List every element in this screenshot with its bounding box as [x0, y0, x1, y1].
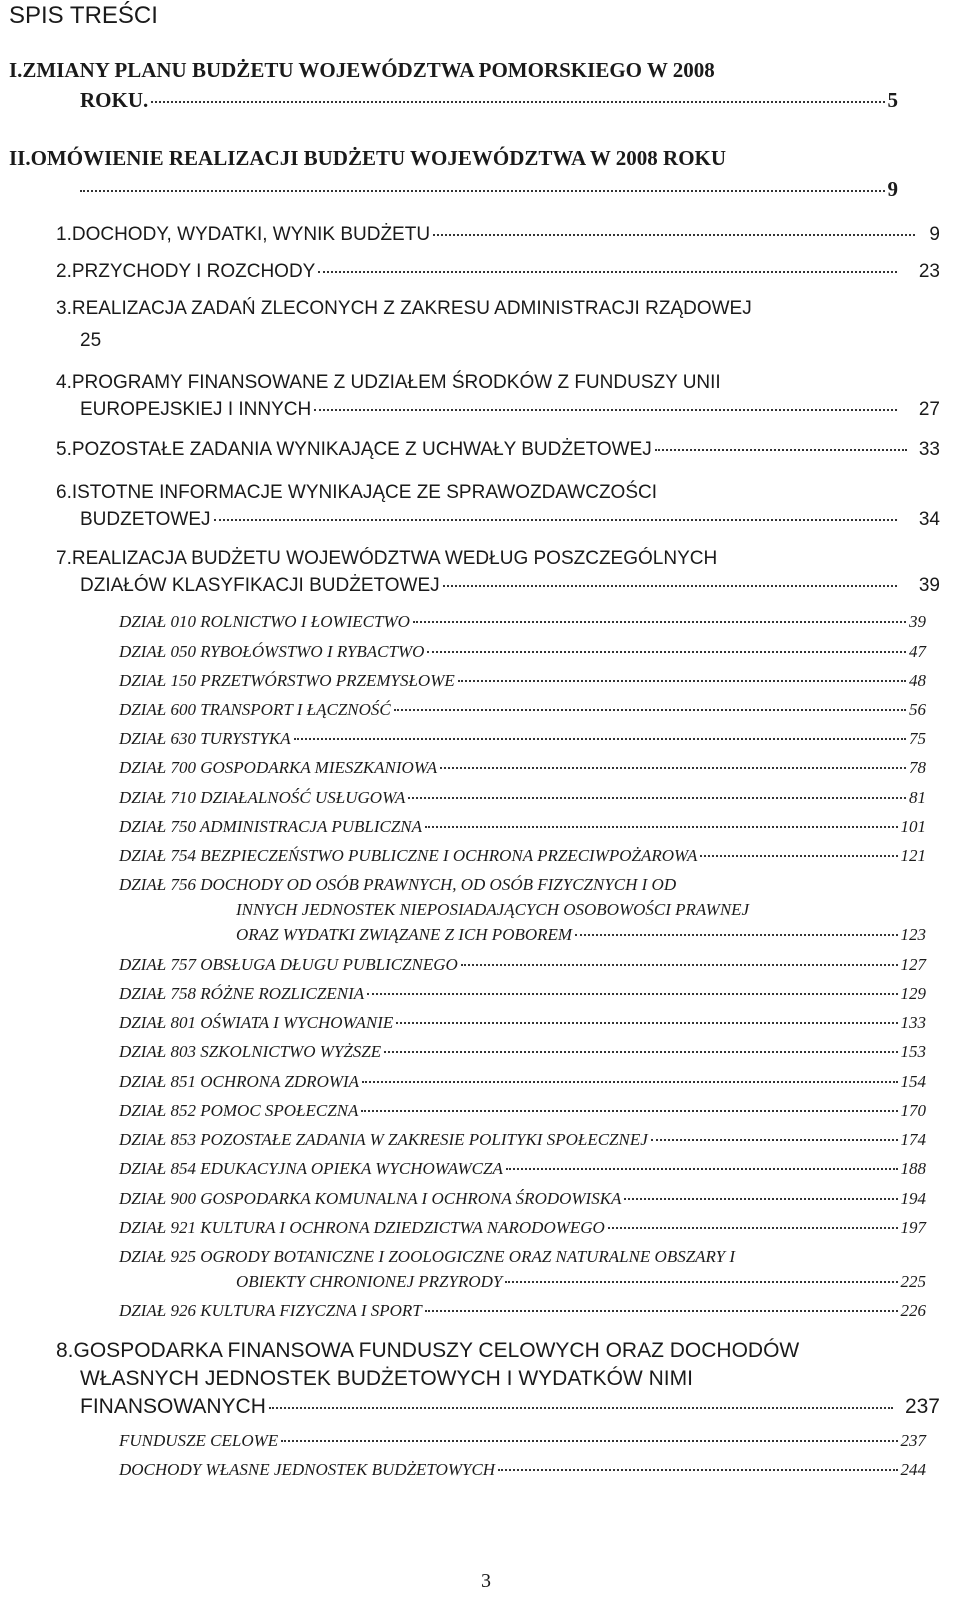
- toc-part1-line2[interactable]: [80, 88, 898, 113]
- toc-dzial-label: DZIAŁ 851 OCHRONA ZDROWIA: [119, 1072, 360, 1091]
- toc-dzial-900[interactable]: [119, 1189, 926, 1209]
- dot-leader: [427, 651, 906, 653]
- toc-dzial-page: 123: [900, 925, 926, 944]
- toc-dzial-page: 81: [909, 788, 926, 807]
- toc-dzial-page: 188: [900, 1159, 926, 1178]
- toc-section-7-label: DZIAŁÓW KLASYFIKACJI BUDŻETOWEJ: [80, 575, 440, 596]
- toc-dzial-label: DZIAŁ 750 ADMINISTRACJA PUBLICZNA: [119, 817, 423, 836]
- toc-dzial-page: 127: [900, 955, 926, 974]
- toc-dzial-010[interactable]: [119, 612, 926, 632]
- toc-dzial-label: DZIAŁ 853 POZOSTAŁE ZADANIA W ZAKRESIE POLITYKI SPOŁECZNEJ: [119, 1130, 648, 1149]
- toc-part1-line1: I.ZMIANY PLANU BUDŻETU WOJEWÓDZTWA POMORSKIEGO W 2008: [9, 58, 715, 82]
- toc-dzial-925[interactable]: [236, 1272, 926, 1292]
- toc-section-4-page: 27: [918, 399, 940, 420]
- dot-leader: [440, 767, 906, 769]
- toc-dzial-921[interactable]: [119, 1218, 926, 1238]
- toc-section-1-label: 1.DOCHODY, WYDATKI, WYNIK BUDŻETU: [56, 224, 431, 245]
- toc-section-4[interactable]: [80, 399, 940, 421]
- toc-dzial-page: 39: [909, 612, 926, 631]
- toc-dzial-label: DZIAŁ 852 POMOC SPOŁECZNA: [119, 1101, 359, 1120]
- dot-leader: [318, 271, 897, 273]
- dot-leader: [367, 993, 897, 995]
- toc-dzial-926[interactable]: [119, 1301, 926, 1321]
- dot-leader: [506, 1168, 898, 1170]
- toc-dzial-page: 226: [900, 1301, 926, 1320]
- dot-leader: [425, 1310, 898, 1312]
- toc-dzial-853[interactable]: [119, 1130, 926, 1150]
- toc-dzial-page: 194: [900, 1189, 926, 1208]
- toc-dzial-page: 56: [909, 700, 926, 719]
- toc-dzial-page: 47: [909, 642, 926, 661]
- toc-dzial-851[interactable]: [119, 1072, 926, 1092]
- toc-section-2[interactable]: [56, 261, 940, 283]
- toc-dzial-page: 174: [900, 1130, 926, 1149]
- dot-leader: [425, 826, 897, 828]
- toc-dzial-925-line1[interactable]: DZIAŁ 925 OGRODY BOTANICZNE I ZOOLOGICZNE ORAZ NATURALNE OBSZARY I: [119, 1247, 736, 1266]
- toc-dzial-801[interactable]: [119, 1013, 926, 1033]
- dot-leader: [151, 101, 884, 103]
- toc-dzial-label: DZIAŁ 926 KULTURA FIZYCZNA I SPORT: [119, 1301, 422, 1320]
- toc-dzial-label: ORAZ WYDATKI ZWIĄZANE Z ICH POBOREM: [236, 925, 573, 944]
- toc-dzial-label: DZIAŁ 900 GOSPODARKA KOMUNALNA I OCHRONA ŚRODOWISKA: [119, 1189, 622, 1208]
- toc-dzial-label: DZIAŁ 700 GOSPODARKA MIESZKANIOWA: [119, 758, 438, 777]
- toc-dzial-page: 101: [900, 817, 926, 836]
- toc-section-1-page: 9: [929, 224, 940, 245]
- toc-dzial-757[interactable]: [119, 955, 926, 975]
- toc-section-6[interactable]: [80, 509, 940, 531]
- toc-dzial-710[interactable]: [119, 788, 926, 808]
- toc-section-3-label[interactable]: 3.REALIZACJA ZADAŃ ZLECONYCH Z ZAKRESU ADMINISTRACJI RZĄDOWEJ: [56, 298, 752, 319]
- toc-dzial-page: 170: [900, 1101, 926, 1120]
- toc-dzial-700[interactable]: [119, 758, 926, 778]
- toc-section-6-line1[interactable]: 6.ISTOTNE INFORMACJE WYNIKAJĄCE ZE SPRAWOZDAWCZOŚCI: [56, 482, 658, 503]
- toc-dzial-label: DZIAŁ 756 DOCHODY OD OSÓB PRAWNYCH, OD OSÓB FIZYCZNYCH I OD: [119, 875, 677, 894]
- toc-section-6-page: 34: [918, 509, 940, 530]
- dot-leader: [281, 1440, 897, 1442]
- toc-section-2-page: 23: [918, 261, 940, 282]
- toc-dzial-page: 129: [900, 984, 926, 1003]
- toc-dzial-050[interactable]: [119, 642, 926, 662]
- toc-section-8[interactable]: [80, 1395, 940, 1419]
- toc-dzial-756[interactable]: [236, 925, 926, 945]
- toc-dzial-label: DZIAŁ 600 TRANSPORT I ŁĄCZNOŚĆ: [119, 700, 391, 719]
- toc-dzial-page: 133: [900, 1013, 926, 1032]
- dot-leader: [433, 234, 915, 236]
- toc-dzial-854[interactable]: [119, 1159, 926, 1179]
- toc-section-2-label: 2.PRZYCHODY I ROZCHODY: [56, 261, 316, 282]
- toc-section-8-line2: WŁASNYCH JEDNOSTEK BUDŻETOWYCH I WYDATKÓW NIMI: [80, 1367, 693, 1390]
- dot-leader: [624, 1198, 897, 1200]
- toc-dzial-750[interactable]: [119, 817, 926, 837]
- toc-dzial-page: 75: [909, 729, 926, 748]
- toc-section-4-label: EUROPEJSKIEJ I INNYCH: [80, 399, 312, 420]
- toc-section-8-label: FINANSOWANYCH: [80, 1395, 266, 1418]
- toc-heading: SPIS TREŚCI: [9, 2, 158, 29]
- dot-leader: [362, 1081, 897, 1083]
- dot-leader: [294, 738, 906, 740]
- toc-part2-line2[interactable]: [80, 177, 898, 202]
- toc-dzial-page: 121: [900, 846, 926, 865]
- toc-dzial-803[interactable]: [119, 1042, 926, 1062]
- toc-section-3-page: 25: [80, 330, 102, 351]
- dot-leader: [413, 621, 906, 623]
- toc-section-5[interactable]: [56, 439, 940, 461]
- toc-s8-sub1[interactable]: [119, 1431, 926, 1451]
- toc-dzial-label: DZIAŁ 758 RÓŻNE ROZLICZENIA: [119, 984, 365, 1003]
- toc-s8-sub2[interactable]: [119, 1460, 926, 1480]
- dot-leader: [396, 1022, 897, 1024]
- toc-dzial-label: DZIAŁ 050 RYBOŁÓWSTWO I RYBACTWO: [119, 642, 425, 661]
- toc-section-7[interactable]: [80, 575, 940, 597]
- toc-dzial-label: DZIAŁ 754 BEZPIECZEŃSTWO PUBLICZNE I OCHRONA PRZECIWPOŻAROWA: [119, 846, 698, 865]
- toc-section-8-page: 237: [904, 1395, 940, 1418]
- toc-dzial-852[interactable]: [119, 1101, 926, 1121]
- toc-sub-page: 237: [900, 1431, 926, 1450]
- toc-dzial-label: DZIAŁ 803 SZKOLNICTWO WYŻSZE: [119, 1042, 382, 1061]
- dot-leader: [498, 1469, 897, 1471]
- toc-dzial-page: 153: [900, 1042, 926, 1061]
- dot-leader: [80, 190, 885, 192]
- toc-dzial-label: DZIAŁ 630 TURYSTYKA: [119, 729, 291, 748]
- toc-section-6-label: BUDZETOWEJ: [80, 509, 211, 530]
- dot-leader: [408, 797, 906, 799]
- toc-dzial-page: 48: [909, 671, 926, 690]
- toc-sub-label: DOCHODY WŁASNE JEDNOSTEK BUDŻETOWYCH: [119, 1460, 496, 1479]
- dot-leader: [505, 1281, 897, 1283]
- toc-dzial-630[interactable]: [119, 729, 926, 749]
- toc-section-5-label: 5.POZOSTAŁE ZADANIA WYNIKAJĄCE Z UCHWAŁY BUDŻETOWEJ: [56, 439, 652, 460]
- toc-sub-page: 244: [900, 1460, 926, 1479]
- dot-leader: [461, 964, 898, 966]
- toc-section-7-line1[interactable]: 7.REALIZACJA BUDŻETU WOJEWÓDZTWA WEDŁUG POSZCZEGÓLNYCH: [56, 548, 718, 569]
- toc-part2-line1: II.OMÓWIENIE REALIZACJI BUDŻETU WOJEWÓDZTWA W 2008 ROKU: [9, 146, 727, 170]
- dot-leader: [269, 1407, 893, 1409]
- toc-dzial-page: 225: [900, 1272, 926, 1291]
- toc-dzial-754[interactable]: [119, 846, 926, 866]
- toc-section-7-page: 39: [918, 575, 940, 596]
- toc-dzial-756-line1[interactable]: [119, 875, 926, 895]
- dot-leader: [700, 855, 897, 857]
- toc-dzial-label: DZIAŁ 801 OŚWIATA I WYCHOWANIE: [119, 1013, 394, 1032]
- toc-dzial-label: DZIAŁ 854 EDUKACYJNA OPIEKA WYCHOWAWCZA: [119, 1159, 503, 1178]
- dot-leader: [214, 519, 897, 521]
- toc-dzial-label: DZIAŁ 921 KULTURA I OCHRONA DZIEDZICTWA NARODOWEGO: [119, 1218, 605, 1237]
- dot-leader: [384, 1051, 897, 1053]
- toc-dzial-600[interactable]: [119, 700, 926, 720]
- dot-leader: [314, 409, 897, 411]
- dot-leader: [361, 1110, 897, 1112]
- toc-sub-label: FUNDUSZE CELOWE: [119, 1431, 279, 1450]
- toc-dzial-label: DZIAŁ 010 ROLNICTWO I ŁOWIECTWO: [119, 612, 410, 631]
- page-number: 3: [481, 1570, 491, 1592]
- toc-dzial-label: OBIEKTY CHRONIONEJ PRZYRODY: [236, 1272, 503, 1291]
- toc-dzial-page: 197: [900, 1218, 926, 1237]
- toc-section-5-page: 33: [918, 439, 940, 460]
- toc-dzial-label: DZIAŁ 757 OBSŁUGA DŁUGU PUBLICZNEGO: [119, 955, 458, 974]
- toc-section-8-line1[interactable]: 8.GOSPODARKA FINANSOWA FUNDUSZY CELOWYCH ORAZ DOCHODÓW: [56, 1339, 800, 1362]
- dot-leader: [608, 1227, 898, 1229]
- toc-part1-label: ROKU.: [80, 88, 149, 112]
- dot-leader: [443, 585, 897, 587]
- toc-part2-page: 9: [887, 177, 898, 201]
- toc-dzial-page: 78: [909, 758, 926, 777]
- toc-dzial-label: DZIAŁ 150 PRZETWÓRSTWO PRZEMYSŁOWE: [119, 671, 455, 690]
- toc-dzial-label: DZIAŁ 710 DZIAŁALNOŚĆ USŁUGOWA: [119, 788, 406, 807]
- dot-leader: [575, 934, 897, 936]
- toc-section-4-line1[interactable]: 4.PROGRAMY FINANSOWANE Z UDZIAŁEM ŚRODKÓW Z FUNDUSZY UNII: [56, 372, 721, 393]
- dot-leader: [655, 449, 907, 451]
- toc-dzial-150[interactable]: [119, 671, 926, 691]
- dot-leader: [458, 680, 906, 682]
- dot-leader: [394, 709, 906, 711]
- dot-leader: [651, 1139, 898, 1141]
- toc-dzial-758[interactable]: [119, 984, 926, 1004]
- toc-dzial-page: 154: [900, 1072, 926, 1091]
- toc-part1-page: 5: [887, 88, 898, 112]
- toc-dzial-756-line2: INNYCH JEDNOSTEK NIEPOSIADAJĄCYCH OSOBOWOŚCI PRAWNEJ: [236, 900, 750, 919]
- toc-section-1[interactable]: [56, 224, 940, 246]
